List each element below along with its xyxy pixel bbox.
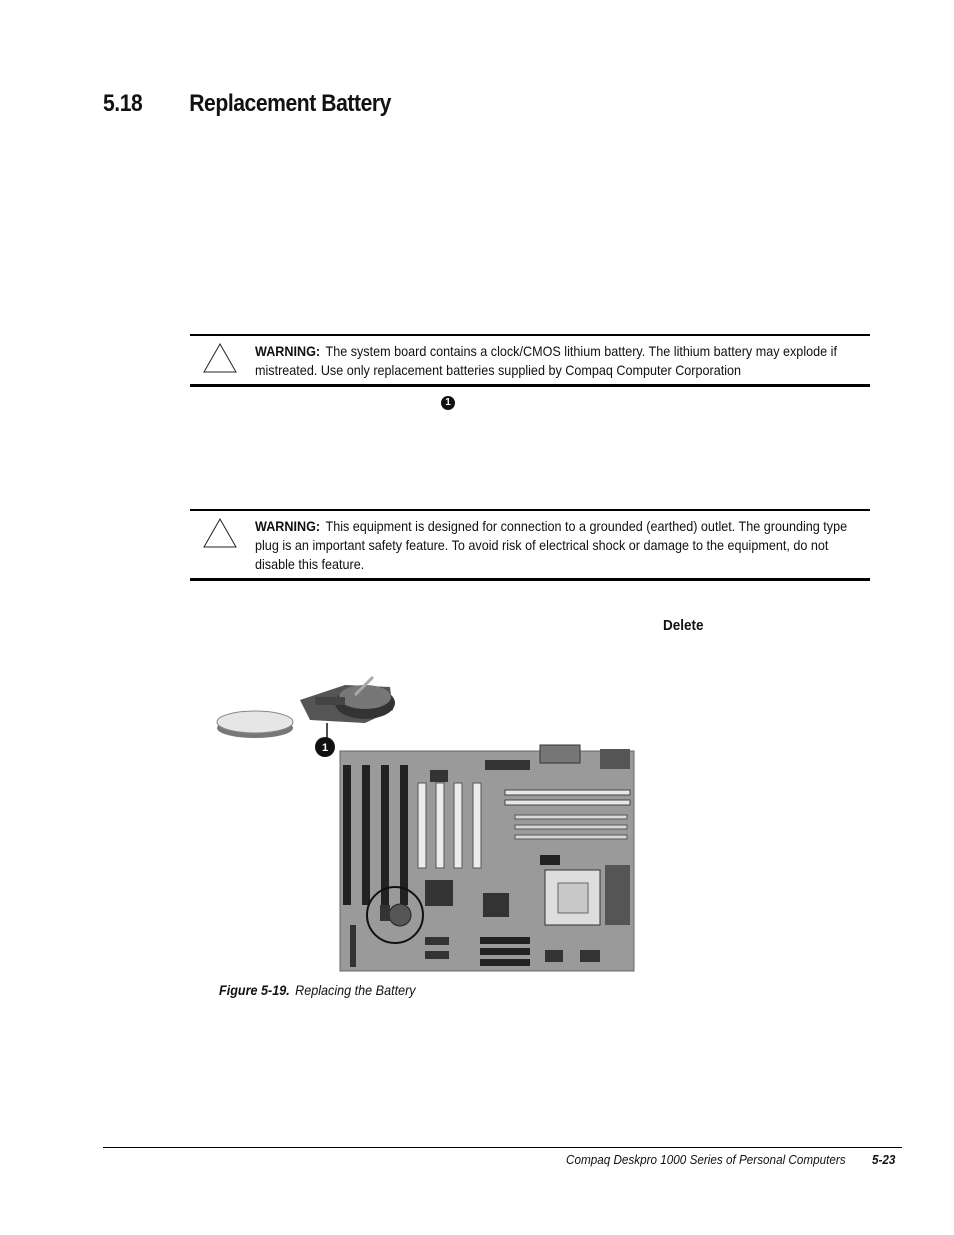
warning-text bbox=[255, 511, 867, 574]
warning-body: The system board contains a clock/CMOS lithium battery. The lithium battery may explode if mistreated. Use only replacement batteries supplied by Compaq Computer Corporation bbox=[255, 343, 837, 378]
coin-battery-illustration bbox=[217, 711, 293, 738]
battery-holder-illustration bbox=[300, 677, 395, 723]
system-board-illustration bbox=[340, 745, 634, 971]
section-title: Replacement Battery bbox=[189, 90, 391, 117]
section-heading bbox=[103, 90, 391, 118]
battery-replacement-figure bbox=[215, 665, 640, 975]
figure-callout: 1 bbox=[321, 742, 329, 754]
footer-document-title: Compaq Deskpro 1000 Series of Personal Computers bbox=[566, 1152, 846, 1167]
callout-number-icon: 1 bbox=[441, 396, 455, 410]
figure-caption-text: Replacing the Battery bbox=[295, 982, 416, 998]
key-name-delete: Delete bbox=[663, 617, 704, 634]
warning-box-battery bbox=[190, 334, 870, 387]
section-number: 5.18 bbox=[103, 90, 143, 117]
figure-caption-label: Figure 5-19. bbox=[219, 982, 290, 998]
footer-page-number: 5-23 bbox=[872, 1152, 896, 1167]
caution-triangle-icon bbox=[202, 517, 238, 549]
warning-text bbox=[255, 336, 867, 380]
caution-triangle-icon bbox=[202, 342, 238, 374]
figure-caption bbox=[219, 982, 416, 998]
warning-body: This equipment is designed for connection to a grounded (earthed) outlet. The grounding type plug is an important safety feature. To avoid risk of electrical shock or damage to the equipment, do not disable this feature. bbox=[255, 518, 848, 572]
warning-box-grounding bbox=[190, 509, 870, 581]
footer-divider bbox=[103, 1147, 902, 1148]
warning-label: WARNING: bbox=[255, 343, 321, 359]
warning-label: WARNING: bbox=[255, 518, 321, 534]
